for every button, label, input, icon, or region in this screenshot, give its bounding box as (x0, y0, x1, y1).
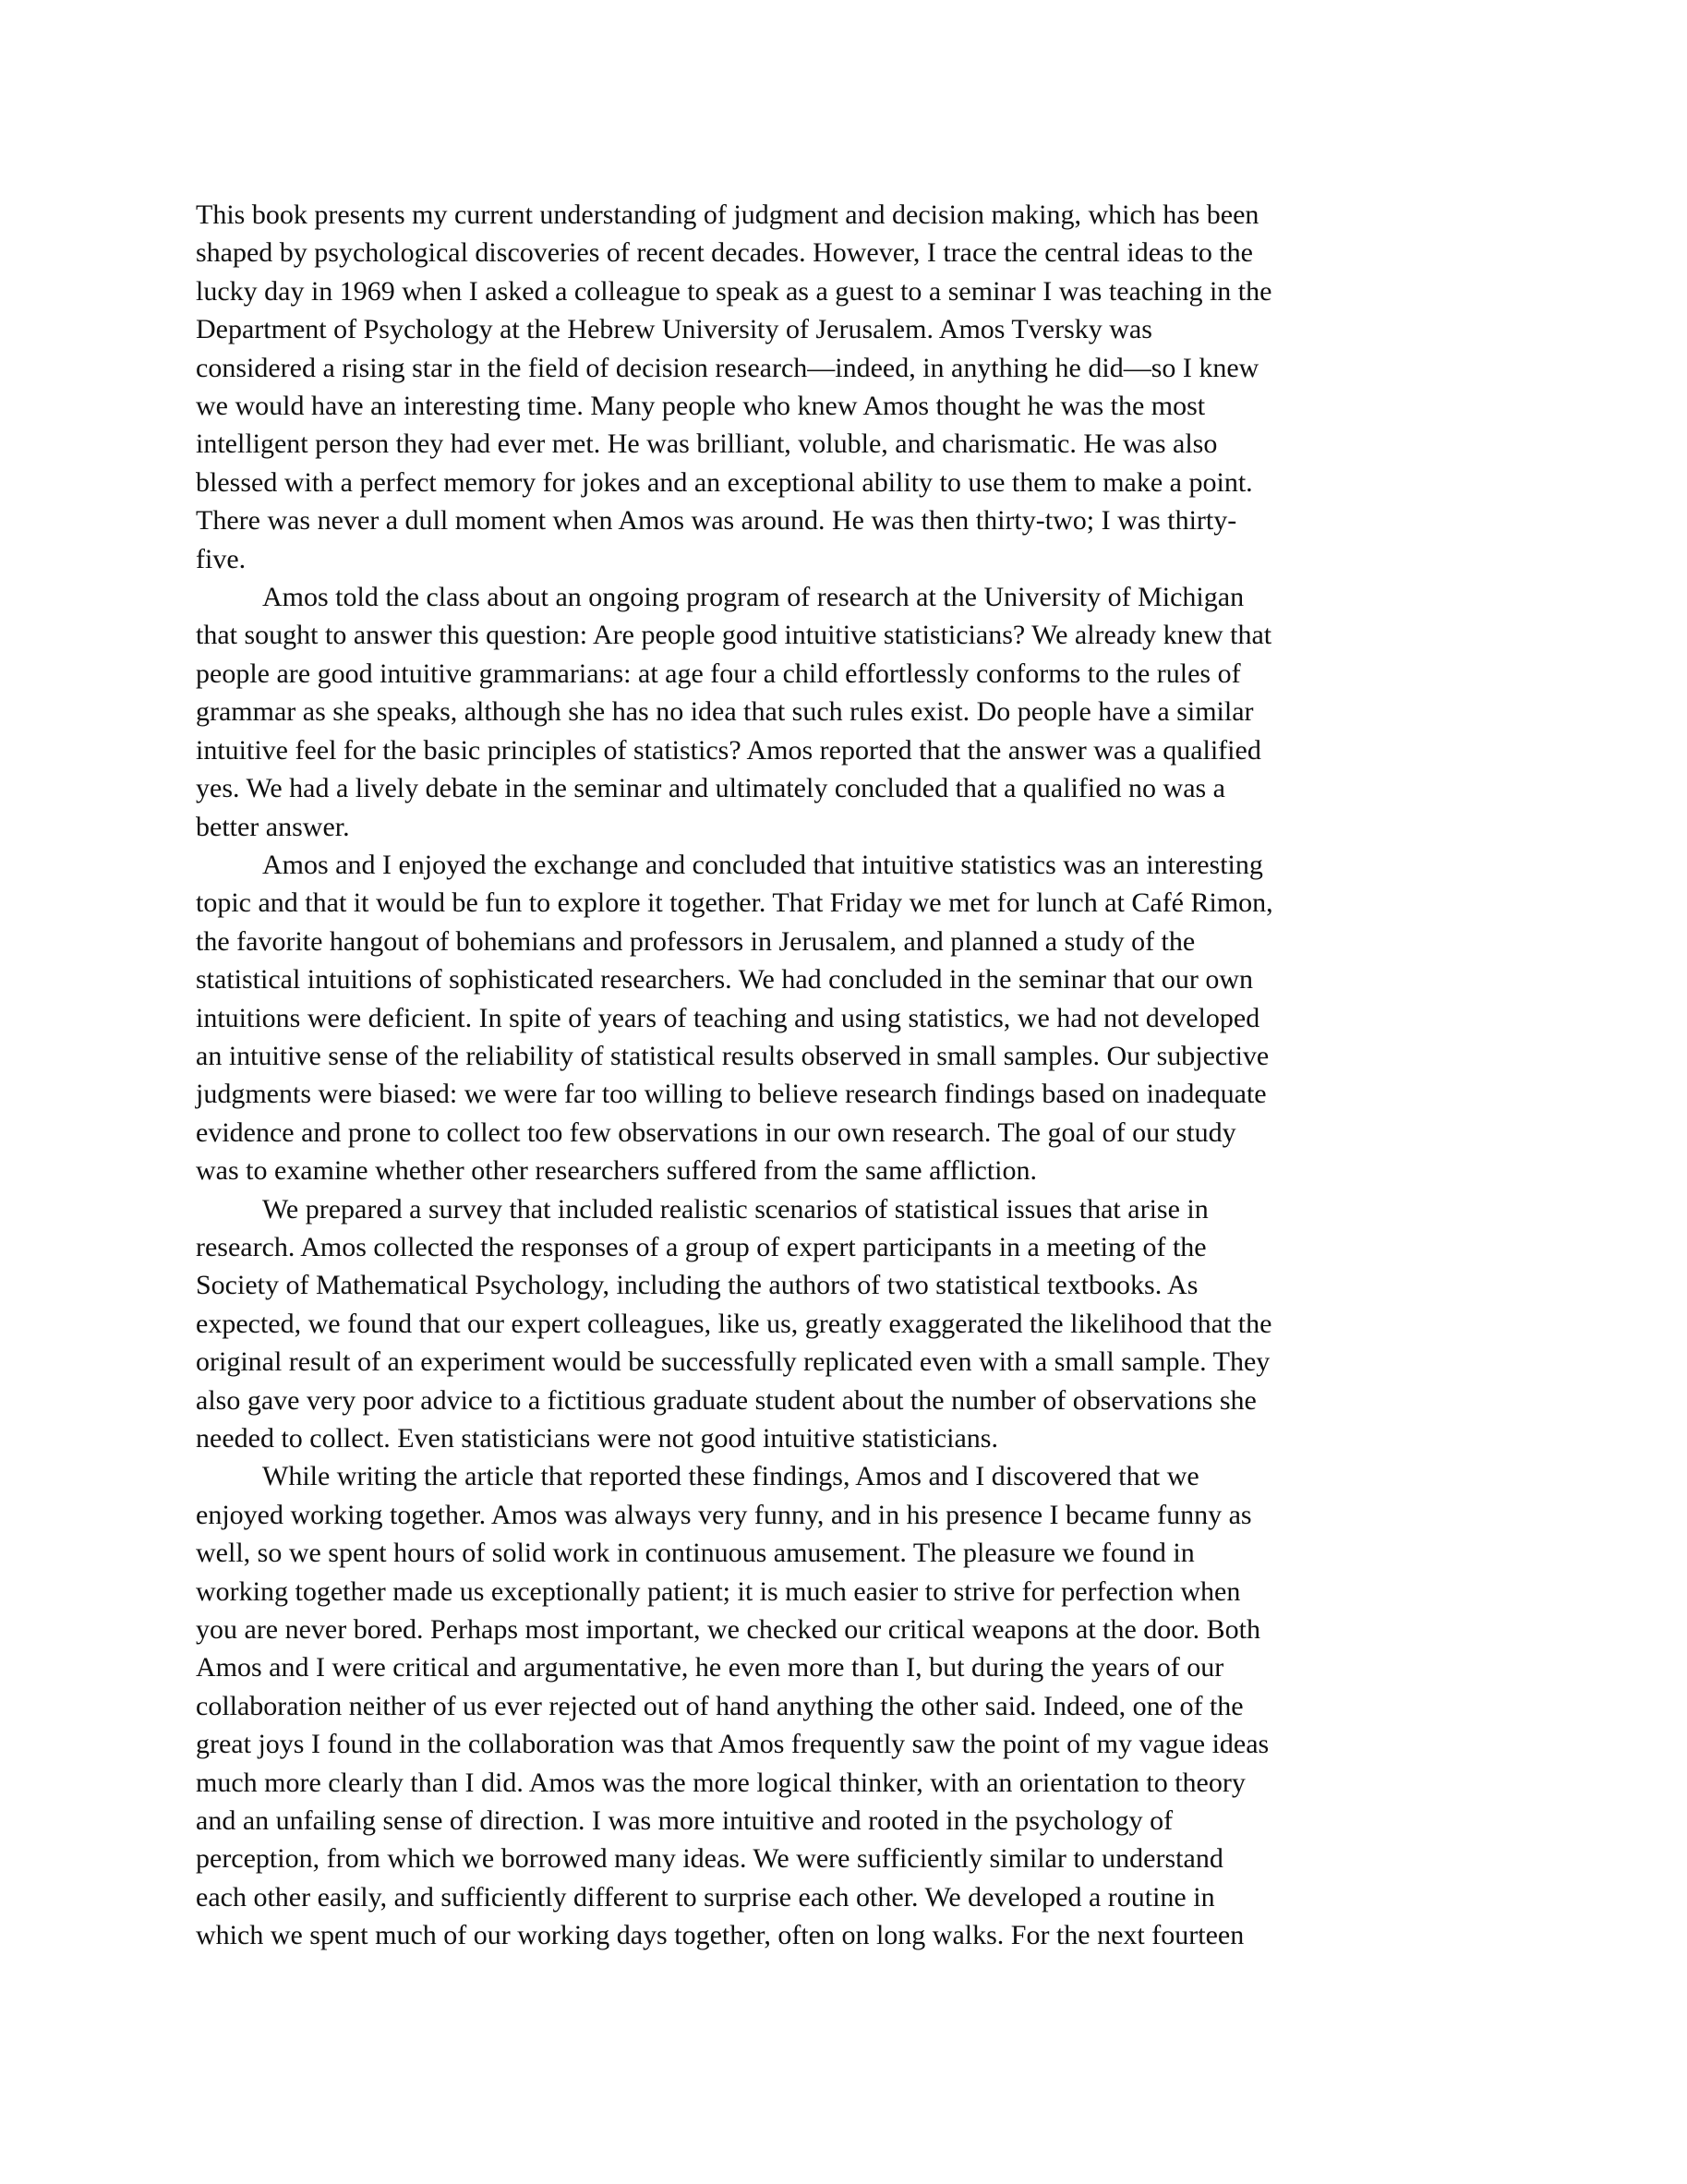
text-line: better answer. (196, 811, 350, 842)
text-line: collaboration neither of us ever rejected out of hand anything the other said. Indeed, one of the (196, 1690, 1244, 1721)
text-line: While writing the article that reported these findings, Amos and I discovered that we (262, 1461, 1199, 1492)
paragraph-1 (196, 196, 1507, 578)
text-line: needed to collect. Even statisticians were not good intuitive statisticians. (196, 1423, 998, 1454)
text-line: topic and that it would be fun to explore it together. That Friday we met for lunch at Café Rimon, (196, 887, 1273, 919)
text-line: also gave very poor advice to a fictitious graduate student about the number of observations she (196, 1384, 1257, 1416)
text-line: that sought to answer this question: Are people good intuitive statisticians? We already knew that (196, 620, 1272, 651)
paragraph-2 (196, 578, 1507, 846)
text-line: which we spent much of our working days together, often on long walks. For the next fourteen (196, 1920, 1245, 1951)
paragraph-4 (196, 1190, 1507, 1458)
text-line: Amos and I were critical and argumentative, he even more than I, but during the years of our (196, 1652, 1224, 1683)
text-line: Society of Mathematical Psychology, including the authors of two statistical textbooks. As (196, 1270, 1199, 1301)
text-line: we would have an interesting time. Many people who knew Amos thought he was the most (196, 391, 1206, 422)
text-line: original result of an experiment would be successfully replicated even with a small sample. They (196, 1346, 1271, 1378)
text-line: each other easily, and sufficiently different to surprise each other. We developed a routine in (196, 1881, 1215, 1913)
text-line: and an unfailing sense of direction. I was more intuitive and rooted in the psychology of (196, 1805, 1174, 1837)
page-text (196, 196, 1507, 1955)
text-line: you are never bored. Perhaps most important, we checked our critical weapons at the door. Both (196, 1614, 1260, 1646)
text-line: people are good intuitive grammarians: at age four a child effortlessly conforms to the rules of (196, 658, 1241, 689)
text-line: blessed with a perfect memory for jokes and an exceptional ability to use them to make a point. (196, 466, 1253, 498)
text-line: intuitions were deficient. In spite of years of teaching and using statistics, we had not developed (196, 1002, 1260, 1033)
paragraph-3 (196, 846, 1507, 1190)
text-line: intelligent person they had ever met. He was brilliant, voluble, and charismatic. He was also (196, 428, 1218, 460)
text-line: an intuitive sense of the reliability of statistical results observed in small samples. Our subjective (196, 1040, 1270, 1071)
text-line: working together made us exceptionally patient; it is much easier to strive for perfection when (196, 1575, 1241, 1607)
text-line: judgments were biased: we were far too willing to believe research findings based on inadequate (196, 1079, 1267, 1110)
text-line: enjoyed working together. Amos was always very funny, and in his presence I became funny as (196, 1499, 1252, 1530)
text-line: yes. We had a lively debate in the seminar and ultimately concluded that a qualified no was a (196, 773, 1225, 804)
text-line: much more clearly than I did. Amos was the more logical thinker, with an orientation to theory (196, 1767, 1246, 1798)
text-line: Department of Psychology at the Hebrew University of Jerusalem. Amos Tversky was (196, 314, 1152, 345)
text-line: great joys I found in the collaboration was that Amos frequently saw the point of my vague ideas (196, 1729, 1270, 1760)
text-line: intuitive feel for the basic principles of statistics? Amos reported that the answer was a qualified (196, 734, 1261, 766)
text-line: grammar as she speaks, although she has no idea that such rules exist. Do people have a similar (196, 696, 1254, 728)
text-line: was to examine whether other researchers suffered from the same affliction. (196, 1155, 1038, 1187)
text-line: well, so we spent hours of solid work in continuous amusement. The pleasure we found in (196, 1538, 1195, 1569)
text-line: shaped by psychological discoveries of recent decades. However, I trace the central ideas to the (196, 237, 1253, 269)
text-line: five. (196, 543, 247, 574)
text-line: This book presents my current understanding of judgment and decision making, which has been (196, 199, 1259, 230)
text-line: Amos and I enjoyed the exchange and concluded that intuitive statistics was an interesting (262, 849, 1263, 880)
text-line: There was never a dull moment when Amos was around. He was then thirty-two; I was thirty- (196, 505, 1237, 537)
text-line: lucky day in 1969 when I asked a colleague to speak as a guest to a seminar I was teaching in the (196, 275, 1272, 307)
text-line: perception, from which we borrowed many ideas. We were sufficiently similar to understand (196, 1843, 1223, 1875)
text-line: evidence and prone to collect too few observations in our own research. The goal of our study (196, 1116, 1236, 1148)
text-line: the favorite hangout of bohemians and professors in Jerusalem, and planned a study of the (196, 925, 1196, 957)
text-line: Amos told the class about an ongoing program of research at the University of Michigan (262, 582, 1245, 613)
text-line: statistical intuitions of sophisticated researchers. We had concluded in the seminar that our own (196, 964, 1254, 995)
text-line: We prepared a survey that included realistic scenarios of statistical issues that arise in (262, 1193, 1209, 1225)
text-line: expected, we found that our expert colleagues, like us, greatly exaggerated the likelihood that the (196, 1308, 1272, 1339)
text-line: considered a rising star in the field of decision research—indeed, in anything he did—so I knew (196, 352, 1259, 383)
paragraph-5 (196, 1457, 1507, 1954)
text-line: research. Amos collected the responses of a group of expert participants in a meeting of the (196, 1231, 1207, 1262)
